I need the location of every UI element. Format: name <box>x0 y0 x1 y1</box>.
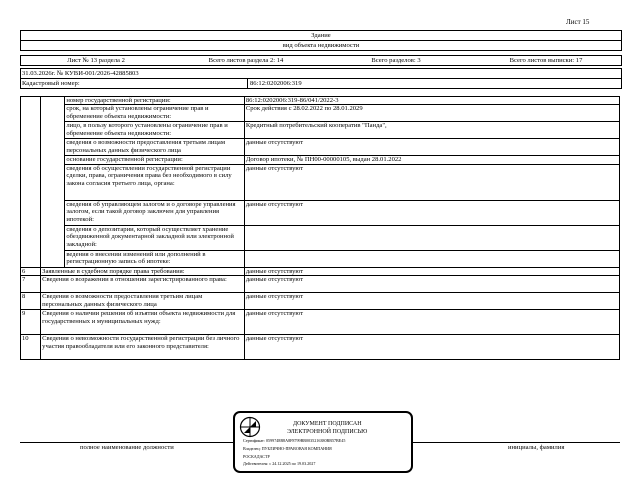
row-value: данные отсутствуют <box>244 335 619 360</box>
encumbrance-table <box>20 96 620 360</box>
row-label: сведения об осуществлении государственной регистрации сделки, права, ограничения права без необходимого в силу закона согласия третьего лица, органа: <box>65 164 244 200</box>
row-value: данные отсутствуют <box>244 200 619 225</box>
registry-emblem-icon <box>239 416 261 438</box>
document-number: 31.03.2026г. № КУВИ-001/2026-42885803 <box>21 69 621 79</box>
sheet-number: Лист 15 <box>566 18 590 26</box>
row-value <box>244 250 619 267</box>
table-row <box>21 267 620 275</box>
table-row <box>21 310 620 335</box>
row-label: срок, на который установлены ограничение прав и обременение объекта недвижимости: <box>65 105 244 122</box>
row-label: Сведения о наличии решения об изъятии объекта недвижимости для государственных и муниципальных нужд: <box>41 310 245 335</box>
position-caption: полное наименование должности <box>80 444 174 451</box>
section-sheet-label: Лист № 13 раздела 2 <box>67 57 125 64</box>
object-title: Здание <box>20 30 622 40</box>
row-label: Заявленные в судебном порядке права требования: <box>41 267 245 275</box>
row-label: лицо, в пользу которого установлены ограничение прав и обременение объекта недвижимости: <box>65 122 244 139</box>
table-row <box>21 97 620 105</box>
row-label: Сведения о возможности предоставления третьим лицам персональных данных физического лица <box>41 293 245 310</box>
cadastral-row <box>21 79 621 88</box>
table-row <box>21 122 620 139</box>
extract-sheets-total: Всего листов выписки: 17 <box>509 57 583 64</box>
table-row <box>21 139 620 156</box>
table-row <box>21 156 620 164</box>
row-label: основание государственной регистрации: <box>65 156 244 164</box>
row-label: ведения о внесении изменений или дополнений в регистрационную запись об ипотеке: <box>65 250 244 267</box>
row-label: сведения об управляющем залогом и о договоре управления залогом, если такой договор заключен для управления ипотекой: <box>65 200 244 225</box>
row-value: данные отсутствуют <box>244 293 619 310</box>
table-row <box>21 335 620 360</box>
table-row <box>21 250 620 267</box>
row-value: данные отсутствуют <box>244 310 619 335</box>
row-label: сведения о возможности предоставления третьим лицам персональных данных физического лица <box>65 139 244 156</box>
sheet-count-bar <box>20 55 622 66</box>
table-row <box>21 276 620 293</box>
row-number: 7 <box>21 276 41 293</box>
row-value: данные отсутствуют <box>244 164 619 200</box>
electronic-signature-stamp <box>233 411 413 473</box>
table-row <box>21 200 620 225</box>
document-meta <box>20 68 622 89</box>
section-sheet-total: Всего листов раздела 2: 14 <box>208 57 284 64</box>
empty-cell <box>41 97 65 268</box>
row-label: сведения о депозитарии, который осуществляет хранение обездвиженной документарной закладной или электронной закладной: <box>65 225 244 250</box>
cadastral-number: 86:12:0202006:319 <box>247 79 302 88</box>
cadastral-label: Кадастровый номер: <box>22 80 80 87</box>
stamp-certificate: Сертификат: 0599748B8A8F8799BB0035216380BB57BE45 <box>243 438 346 443</box>
row-label: Сведения о невозможности государственной регистрации без личного участия правообладателя или его законного представителя: <box>41 335 245 360</box>
row-value: данные отсутствуют <box>244 139 619 156</box>
row-number: 9 <box>21 310 41 335</box>
row-value: данные отсутствуют <box>244 267 619 275</box>
row-value: Срок действия с 28.02.2022 по 28.01.2029 <box>244 105 619 122</box>
stamp-subheading: ЭЛЕКТРОННОЙ ПОДПИСЬЮ <box>287 429 368 435</box>
row-number: 10 <box>21 335 41 360</box>
table-row <box>21 164 620 200</box>
object-type-subtitle: вид объекта недвижимости <box>20 40 622 51</box>
table-row <box>21 105 620 122</box>
row-value: данные отсутствуют <box>244 276 619 293</box>
row-label: номер государственной регистрации: <box>65 97 244 105</box>
stamp-owner-name: РОСКАДАСТР <box>243 454 270 459</box>
table-row <box>21 293 620 310</box>
table-row <box>21 225 620 250</box>
row-number: 6 <box>21 267 41 275</box>
row-value: Договор ипотеки, № ПН00-00000105, выдан 28.01.2022 <box>244 156 619 164</box>
row-number: 8 <box>21 293 41 310</box>
empty-cell <box>21 97 41 268</box>
sections-total: Всего разделов: 3 <box>371 57 421 64</box>
name-caption: инициалы, фамилия <box>508 444 565 451</box>
stamp-heading: ДОКУМЕНТ ПОДПИСАН <box>293 421 362 427</box>
row-value: Кредитный потребительский кооператив "Панда", <box>244 122 619 139</box>
row-label: Сведения о возражении в отношении зарегистрированного права: <box>41 276 245 293</box>
row-value: 86:12:0202006:319-86/041/2022-3 <box>244 97 619 105</box>
stamp-validity: Действителен: с 24.12.2025 по 19.03.2027 <box>243 461 316 466</box>
row-value <box>244 225 619 250</box>
stamp-owner: Владелец: ПУБЛИЧНО-ПРАВОВАЯ КОМПАНИЯ <box>243 446 332 451</box>
